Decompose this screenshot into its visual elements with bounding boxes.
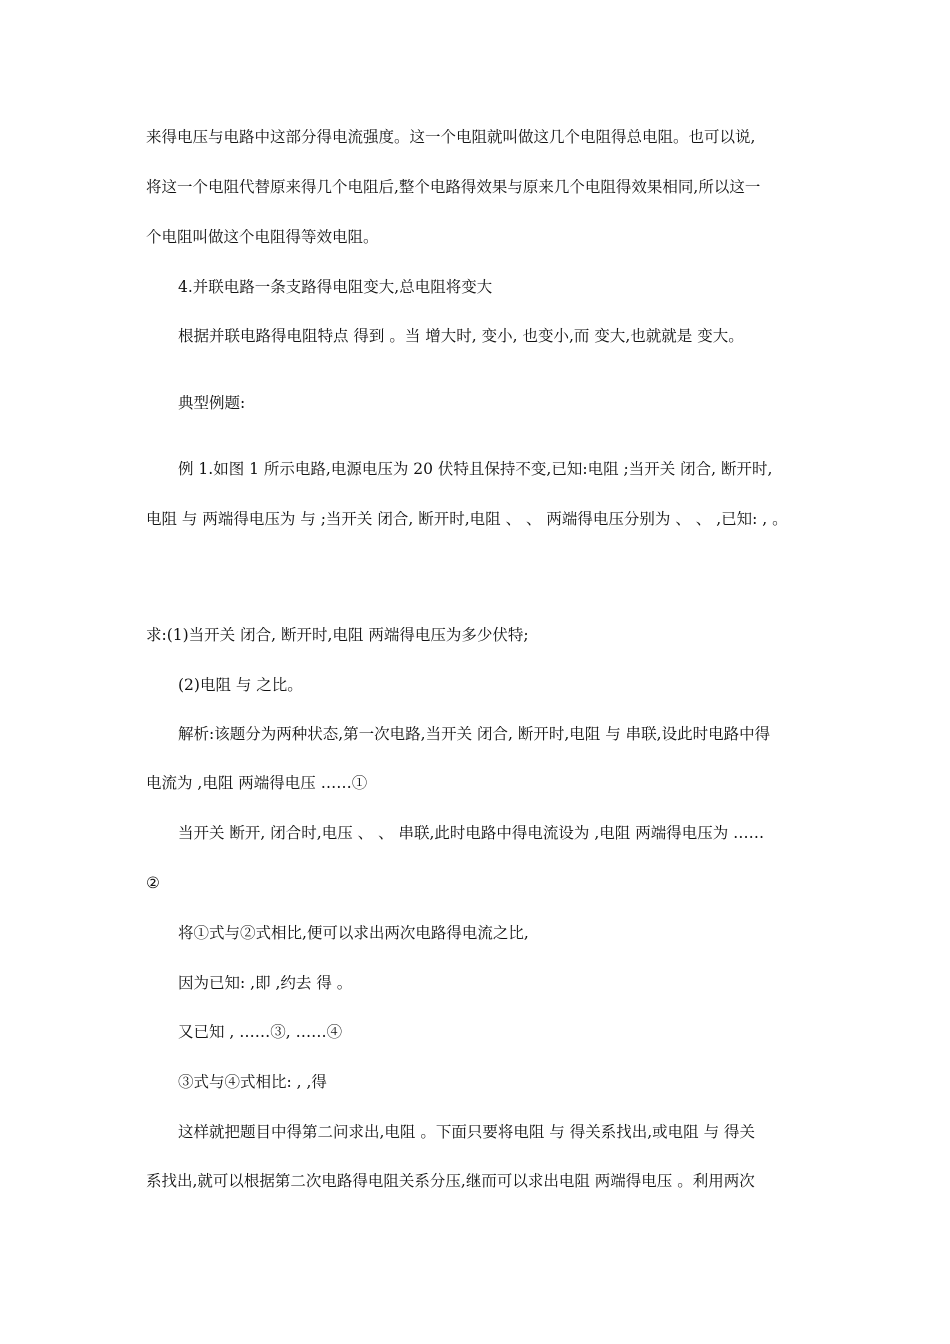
analysis-line: 将①式与②式相比,便可以求出两次电路得电流之比, [178, 924, 529, 942]
paragraph-line: 根据并联电路得电阻特点 得到 。当 增大时, 变小, 也变小,而 变大,也就就是 变大。 [178, 327, 744, 345]
analysis-line: 解析:该题分为两种状态,第一次电路,当开关 闭合, 断开时,电阻 与 串联,设此时电路中得 [178, 725, 771, 743]
analysis-line: 系找出,就可以根据第二次电路得电阻关系分压,继而可以求出电阻 两端得电压 。利用两次 [146, 1172, 755, 1190]
paragraph-line: 将这一个电阻代替原来得几个电阻后,整个电路得效果与原来几个电阻得效果相同,所以这一 [146, 178, 761, 196]
section-heading: 典型例题: [178, 394, 246, 412]
analysis-line: 这样就把题目中得第二问求出,电阻 。下面只要将电阻 与 得关系找出,或电阻 与 得关 [178, 1123, 755, 1141]
question-line: 求:(1)当开关 闭合, 断开时,电阻 两端得电压为多少伏特; [146, 626, 529, 644]
example-line: 电阻 与 两端得电压为 与 ;当开关 闭合, 断开时,电阻 、 、 两端得电压分别为 、 、 ,已知: , 。 [146, 510, 788, 528]
analysis-line: ② [146, 874, 160, 892]
analysis-line: 又已知 , ……③, ……④ [178, 1023, 343, 1041]
section-heading: 4.并联电路一条支路得电阻变大,总电阻将变大 [178, 278, 493, 296]
paragraph-line: 个电阻叫做这个电阻得等效电阻。 [146, 228, 379, 246]
paragraph-line: 来得电压与电路中这部分得电流强度。这一个电阻就叫做这几个电阻得总电阻。也可以说, [146, 128, 756, 146]
example-line: 例 1.如图 1 所示电路,电源电压为 20 伏特且保持不变,已知:电阻 ;当开关 闭合, 断开时, [178, 460, 773, 478]
analysis-line: ③式与④式相比: , ,得 [178, 1073, 327, 1091]
analysis-line: 电流为 ,电阻 两端得电压 ……① [146, 774, 368, 792]
question-line: (2)电阻 与 之比。 [178, 676, 303, 694]
analysis-line: 当开关 断开, 闭合时,电压 、 、 串联,此时电路中得电流设为 ,电阻 两端得电压为 …… [178, 824, 765, 842]
analysis-line: 因为已知: ,即 ,约去 得 。 [178, 974, 353, 992]
